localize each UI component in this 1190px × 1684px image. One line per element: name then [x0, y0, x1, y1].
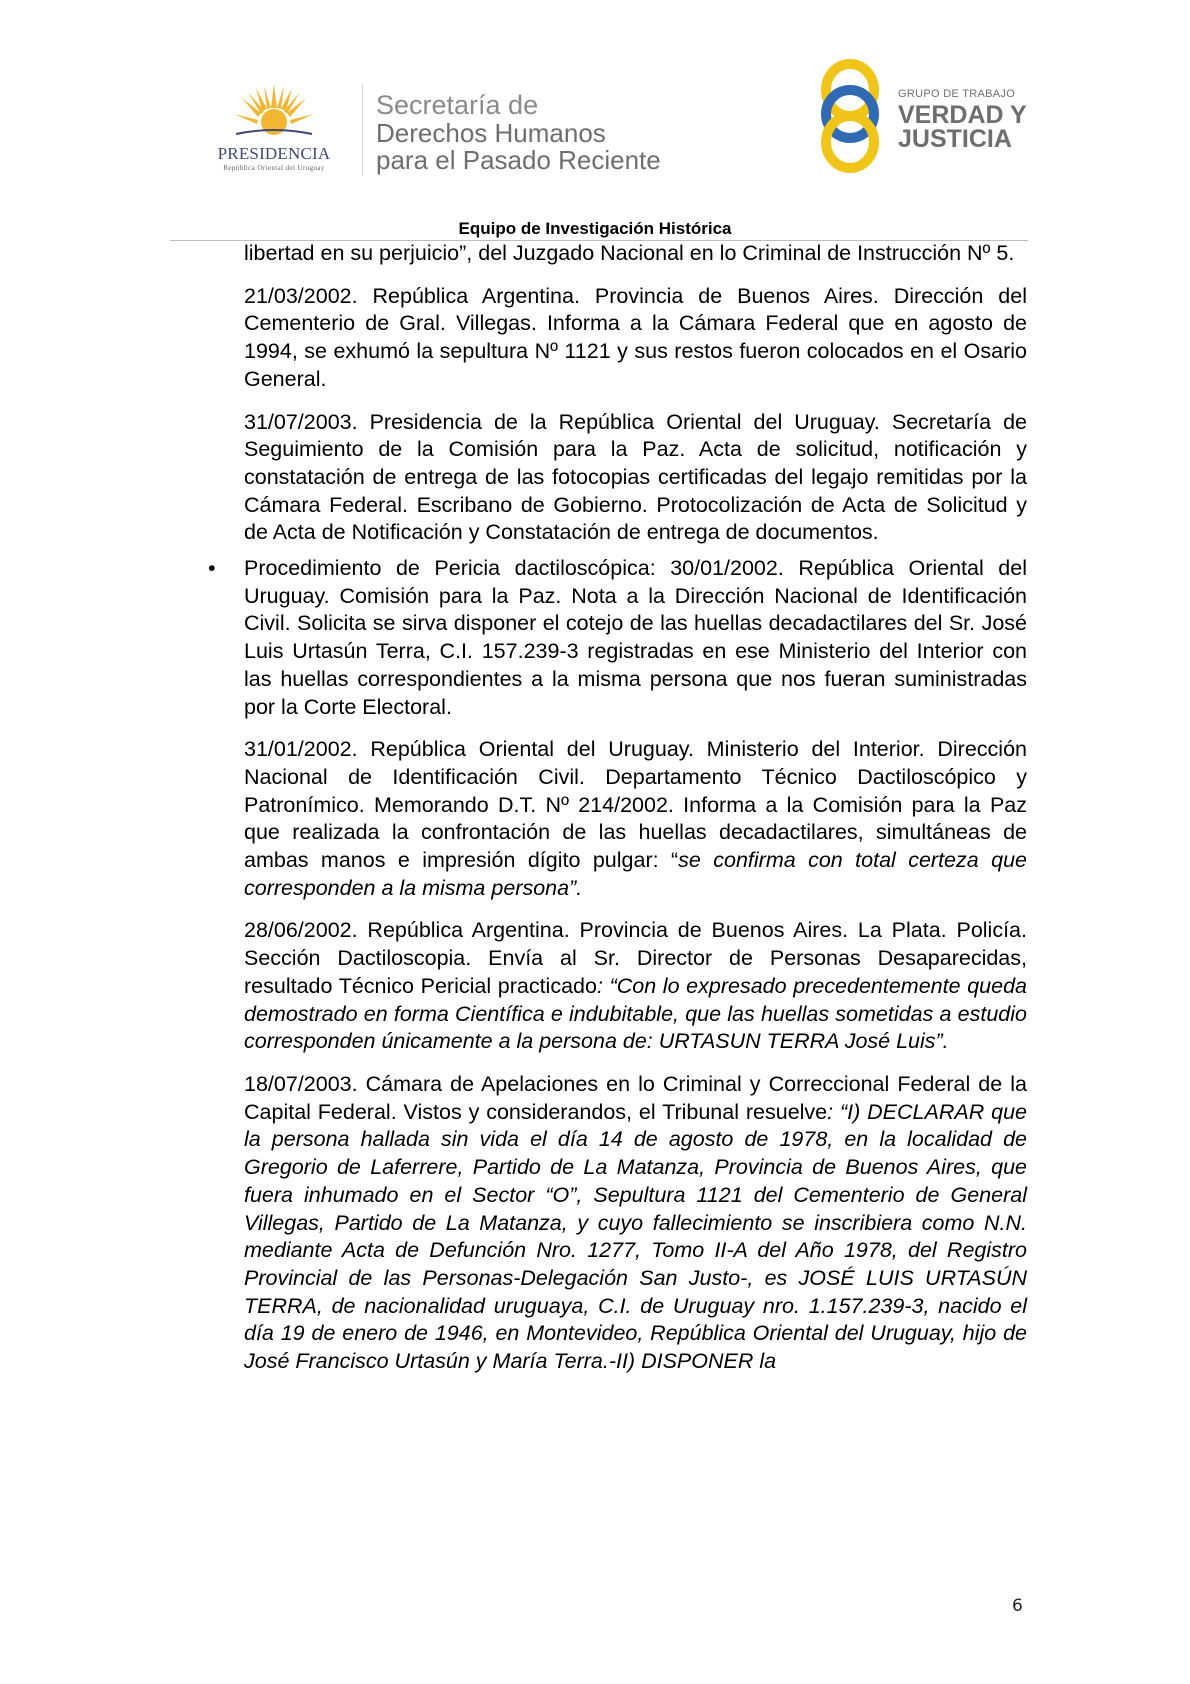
paragraph-6-quote: : “Con lo expresado precedentemente queda demostrado en forma Científica e indubitable, que las huellas sometidas a estudio corresponden únicamente a la persona de: URTASUN TERRA José Luis”.: [244, 973, 1027, 1054]
rings-icon: [818, 54, 896, 178]
paragraph-7: [244, 1071, 1027, 1376]
secretaria-line-3: para el Pasado Reciente: [376, 145, 661, 175]
bullet-icon: •: [208, 556, 216, 581]
grupo-small-label: GRUPO DE TRABAJO: [898, 88, 1016, 100]
secretaria-line-2: Derechos Humanos: [376, 118, 606, 148]
team-title: Equipo de Investigación Histórica: [458, 219, 732, 238]
bullet-item: [208, 555, 1027, 721]
grupo-line-1: VERDAD Y: [898, 101, 1027, 129]
paragraph-2: 21/03/2002. República Argentina. Provincia de Buenos Aires. Dirección del Cementerio de Gral. Villegas. Informa a la Cámara Federal que en agosto de 1994, se exhumó la sepultura Nº 1121 y sus restos fueron colocados en el Osario General.: [244, 283, 1027, 391]
grupo-line-2: JUSTICIA: [898, 125, 1012, 153]
paragraph-4: Procedimiento de Pericia dactiloscópica: 30/01/2002. República Oriental del Uruguay. Comisión para la Paz. Nota a la Dirección Nacional de Identificación Civil. Solicita se sirva disponer el cotejo de las huellas decadactilares del Sr. José Luis Urtasún Terra, C.I. 157.239-3 registradas en ese Ministerio del Interior con las huellas correspondientes a la misma persona que nos fueran suministradas por la Corte Electoral.: [244, 556, 1027, 719]
secretaria-wordmark: [376, 90, 661, 174]
presidencia-logo: [196, 82, 352, 178]
page-header: [0, 0, 1190, 240]
paragraph-5-quote: se confirma con total certeza que corresponden a la misma persona”.: [244, 848, 1027, 900]
presidencia-label: PRESIDENCIA: [217, 144, 331, 163]
secretaria-line-1: Secretaría de: [376, 90, 539, 120]
paragraph-1: libertad en su perjuicio”, del Juzgado Nacional en lo Criminal de Instrucción Nº 5.: [244, 241, 1015, 265]
paragraph-6-text: 28/06/2002. República Argentina. Provincia de Buenos Aires. La Plata. Policía. Sección Dactiloscopia. Envía al Sr. Director de Personas Desaparecidas, resultado Técnico Pericial practicado: [244, 918, 1027, 998]
presidencia-sublabel: República Oriental del Uruguay: [223, 164, 325, 172]
header-divider: [362, 84, 363, 176]
page-number: 6: [1012, 1596, 1023, 1616]
sun-icon: [234, 82, 314, 142]
document-body: [208, 240, 1027, 1376]
paragraph-5-text: 31/01/2002. República Oriental del Uruguay. Ministerio del Interior. Dirección Nacional de Identificación Civil. Departamento Técnico Dactiloscópico y Patronímico. Memorando D.T. Nº 214/2002. Informa a la Comisión para la Paz que realizada la confrontación de las huellas decadactilares, simultáneas de ambas manos e impresión dígito pulgar: “: [244, 737, 1027, 873]
paragraph-5: [244, 736, 1027, 902]
verdad-justicia-logo: [818, 54, 1028, 182]
paragraph-3: 31/07/2003. Presidencia de la República Oriental del Uruguay. Secretaría de Seguimiento de la Comisión para la Paz. Acta de solicitud, notificación y constatación de entrega de las fotocopias certificadas del legajo remitidas por la Cámara Federal. Escribano de Gobierno. Protocolización de Acta de Solicitud y de Acta de Notificación y Constatación de entrega de documentos.: [244, 409, 1027, 545]
paragraph-7-text: 18/07/2003. Cámara de Apelaciones en lo Criminal y Correccional Federal de la Capital Federal. Vistos y considerandos, el Tribunal resuelve: [244, 1071, 1027, 1124]
paragraph-7-quote: : “I) DECLARAR que la persona hallada sin vida el día 14 de agosto de 1978, en la localidad de Gregorio de Laferrere, Partido de La Matanza, Provincia de Buenos Aires, que fuera inhumado en el Sector “O”, Sepultura 1121 del Cementerio de General Villegas, Partido de La Matanza, y cuyo fallecimiento se inscribiera como N.N. mediante Acta de Defunción Nro. 1277, Tomo II-A del Año 1978, del Registro Provincial de las Personas-Delegación San Justo-, es JOSÉ LUIS URTASÚN TERRA, de nacionalidad uruguaya, C.I. de Uruguay nro. 1.157.239-3, nacido el día 19 de enero de 1946, en Montevideo, República Oriental del Uruguay, hijo de José Francisco Urtasún y María Terra.-II) DISPONER la: [244, 1099, 1027, 1374]
paragraph-6: [244, 917, 1027, 1056]
